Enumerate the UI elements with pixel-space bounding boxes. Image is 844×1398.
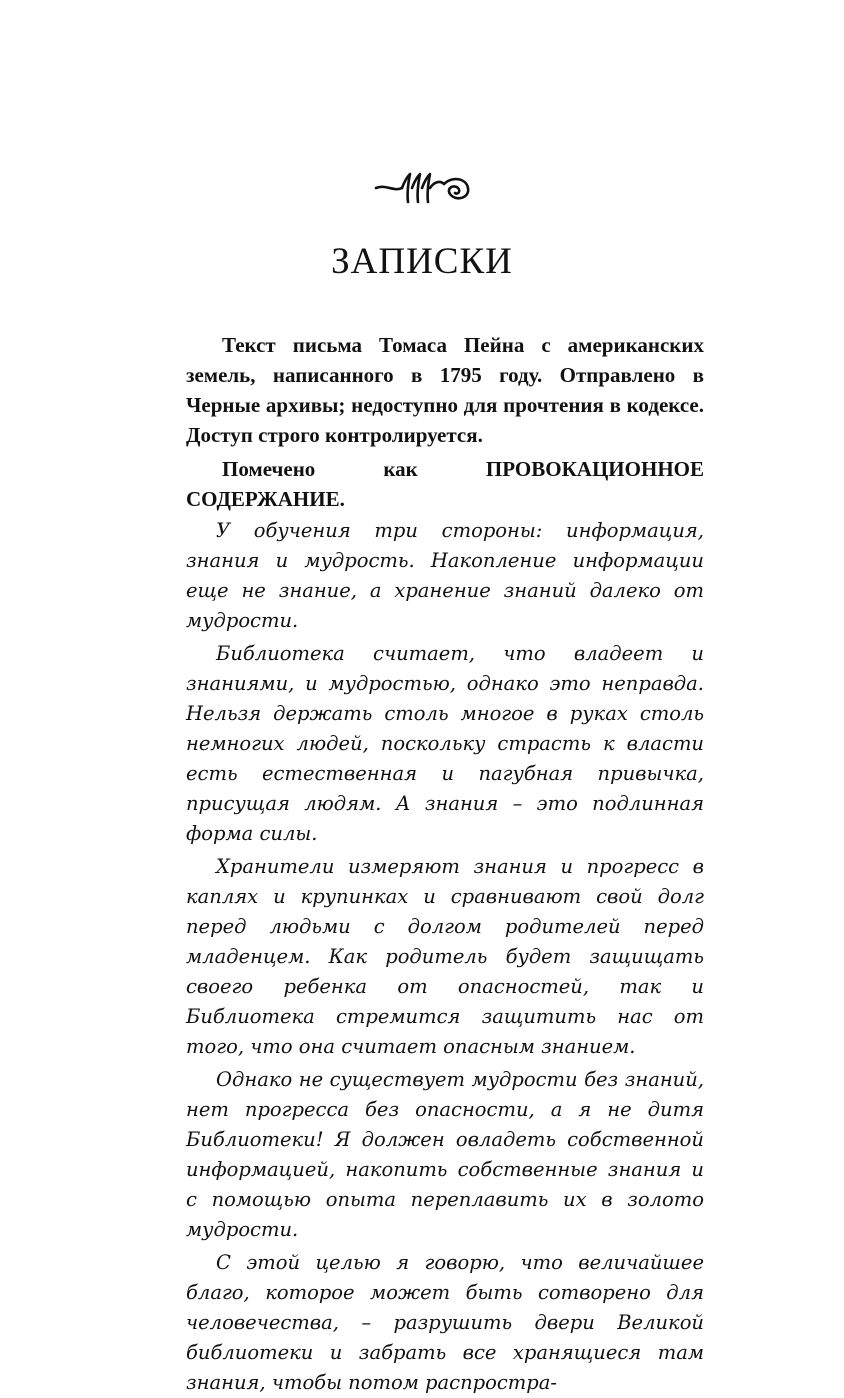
letter-paragraph: Однако не существует мудрости без знаний, нет прогресса без опасности, а я не дитя Библиотеки! Я должен овладеть собственной информацией, накопить собственные знания и с помощью опыта переплавить их в золото мудрости. (186, 1068, 704, 1241)
letter-text (186, 516, 704, 1398)
letter-paragraph: Хранители измеряют знания и прогресс в каплях и крупинках и сравнивают свой долг перед людьми с долгом родителей перед младенцем. Как родитель будет защищать своего ребенка от опасностей, так и Библиотека стремится защитить нас от того, что она считает опасным знанием. (186, 855, 704, 1058)
letter-paragraph: С этой целью я говорю, что величайшее благо, которое может быть сотворено для человечества, – разрушить двери Великой библиотеки и забрать все хранящиеся там знания, чтобы потом распростра- (186, 1251, 704, 1394)
letter-paragraph: Библиотека считает, что владеет и знаниями, и мудростью, однако это неправда. Нельзя держать столь многое в руках столь немногих людей, поскольку страсть к власти есть естественная и пагубная привычка, присущая людям. А знания – это подлинная форма силы. (186, 642, 704, 845)
archive-note (186, 330, 704, 514)
fleuron-ornament-icon (372, 170, 476, 206)
letter-paragraph: У обучения три стороны: информация, знания и мудрость. Накопление информации еще не знание, а хранение знаний далеко от мудрости. (186, 519, 704, 632)
archive-note-paragraph: Текст письма Томаса Пейна с американских земель, написанного в 1795 году. Отправлено в Черные архивы; недоступно для прочтения в кодексе. Доступ строго контролируется. (186, 333, 704, 447)
archive-note-label: Помечено как ПРОВОКАЦИОННОЕ СОДЕРЖАНИЕ. (186, 457, 704, 511)
chapter-title: ЗАПИСКИ (331, 241, 513, 282)
